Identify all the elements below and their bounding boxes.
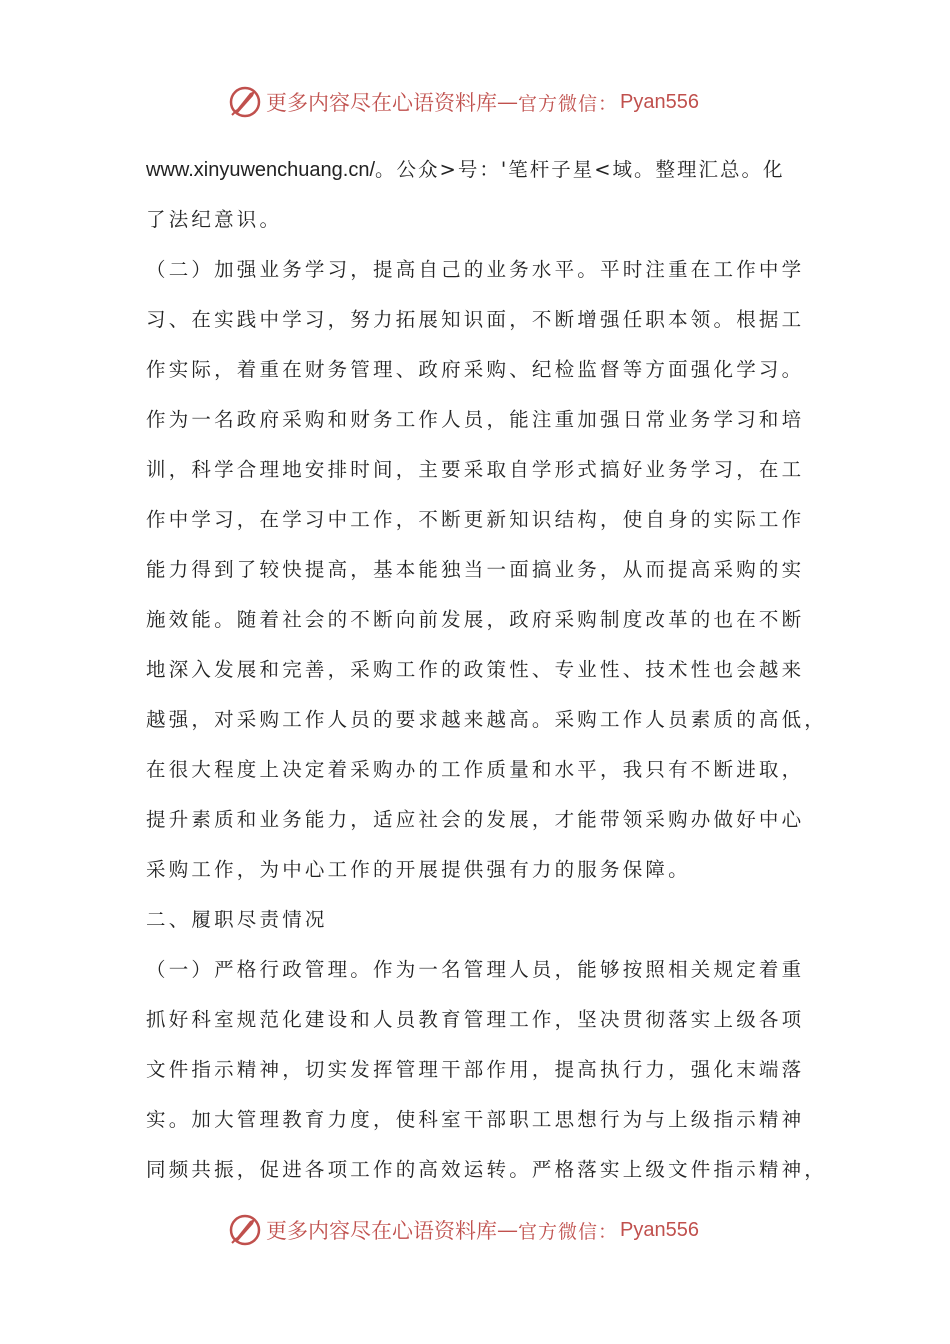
text-line: 习、在实践中学习，努力拓展知识面，不断增强任职本领。根据工	[146, 308, 805, 331]
header-banner	[0, 82, 950, 122]
banner-main-text: 更多内容尽在心语资料库	[266, 1219, 497, 1243]
text-line: 了法纪意识。	[146, 208, 283, 231]
banner-dash: —	[497, 1218, 518, 1242]
text-line: 训，科学合理地安排时间，主要采取自学形式搞好业务学习，在工	[146, 458, 805, 481]
text-line	[146, 145, 826, 195]
text-line: （二）加强业务学习，提高自己的业务水平。平时注重在工作中学	[146, 258, 805, 281]
banner-content	[228, 82, 699, 122]
text-line: 采购工作，为中心工作的开展提供强有力的服务保障。	[146, 858, 691, 881]
text-line: 作实际，着重在财务管理、政府采购、纪检监督等方面强化学习。	[146, 358, 805, 381]
text-line: 文件指示精神，切实发挥管理干部作用，提高执行力，强化末端落	[146, 1058, 805, 1081]
text-line: 在很大程度上决定着采购办的工作质量和水平，我只有不断进取，	[146, 758, 805, 781]
document-body	[146, 145, 826, 1195]
text-line: 地深入发展和完善，采购工作的政策性、专业性、技术性也会越来	[146, 658, 805, 681]
banner-main-text: 更多内容尽在心语资料库	[266, 91, 497, 115]
text-line: （一）严格行政管理。作为一名管理人员，能够按照相关规定着重	[146, 958, 805, 981]
text-line: 施效能。随着社会的不断向前发展，政府采购制度改革的也在不断	[146, 608, 805, 631]
website-url: www.xinyuwenchuang.cn/	[146, 159, 376, 181]
banner-content	[228, 1210, 699, 1250]
text-line: 抓好科室规范化建设和人员教育管理工作，坚决贯彻落实上级各项	[146, 1008, 805, 1031]
text-line-rest: 。公众>号：'笔杆子星<域。整理汇总。化	[375, 158, 785, 181]
quill-pen-logo-icon	[228, 85, 262, 119]
section-heading: 二、履职尽责情况	[146, 908, 328, 931]
banner-dash: —	[497, 90, 518, 114]
text-line: 作为一名政府采购和财务工作人员，能注重加强日常业务学习和培	[146, 408, 805, 431]
text-line: 作中学习，在学习中工作，不断更新知识结构，使自身的实际工作	[146, 508, 805, 531]
banner-wechat-id: Pyan556	[620, 1218, 699, 1241]
text-line: 同频共振，促进各项工作的高效运转。严格落实上级文件指示精神，	[146, 1158, 828, 1181]
text-line: 提升素质和业务能力，适应社会的发展，才能带领采购办做好中心	[146, 808, 805, 831]
text-line: 越强，对采购工作人员的要求越来越高。采购工作人员素质的高低，	[146, 708, 828, 731]
banner-official-label: 官方微信：	[518, 1220, 619, 1243]
banner-wechat-id: Pyan556	[620, 90, 699, 113]
text-line: 实。加大管理教育力度，使科室干部职工思想行为与上级指示精神	[146, 1108, 805, 1131]
banner-official-label: 官方微信：	[518, 92, 619, 115]
footer-banner	[0, 1210, 950, 1250]
quill-pen-logo-icon	[228, 1213, 262, 1247]
text-line: 能力得到了较快提高，基本能独当一面搞业务，从而提高采购的实	[146, 558, 805, 581]
